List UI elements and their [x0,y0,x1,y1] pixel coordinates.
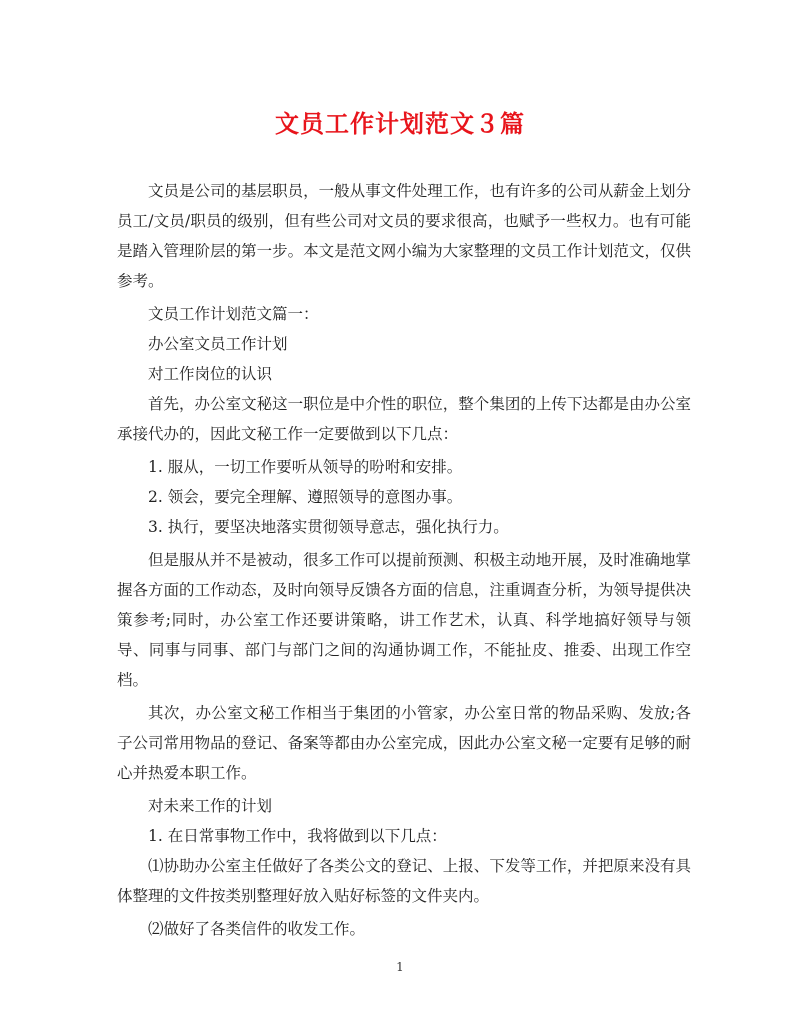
list-item-understand: 2. 领会，要完全理解、遵照领导的意图办事。 [148,488,463,506]
list-item-daily-work: 1. 在日常事物工作中，我将做到以下几点： [148,827,447,845]
document-title: 文员工作计划范文３篇 [275,109,525,138]
subheading-future-plan: 对未来工作的计划 [148,797,273,815]
paragraph-intro: 文员是公司的基层职员，一般从事文件处理工作，也有许多的公司从薪金上划分员工/文员/职员的级别，但有些公司对文员的要求很高，也赋予一些权力。也有可能是踏入管理阶层的第一步。本文是范文网小编为大家整理的文员工作计划范文，仅供参考。 [117,182,691,290]
paragraph-first: 首先，办公室文秘这一职位是中介性的职位，整个集团的上传下达都是由办公室承接代办的，因此文秘工作一定要做到以下几点： [117,395,691,443]
paragraph-proactive: 但是服从并不是被动，很多工作可以提前预测、积极主动地开展，及时准确地掌握各方面的工作动态，及时向领导反馈各方面的信息，注重调查分析，为领导提供决策参考;同时，办公室工作还要讲策略，讲工作艺术，认真、科学地搞好领导与领导、同事与同事、部门与部门之间的沟通协调工作，不能扯皮、推委、出现工作空档。 [117,551,691,689]
document-body [117,176,691,944]
list-item-obey: 1. 服从，一切工作要听从领导的吩咐和安排。 [148,458,463,476]
page-number: 1 [396,960,404,974]
paragraph-second: 其次，办公室文秘工作相当于集团的小管家，办公室日常的物品采购、发放;各子公司常用物品的登记、备案等都由办公室完成，因此办公室文秘一定要有足够的耐心并热爱本职工作。 [117,704,691,782]
section-heading-article-one: 文员工作计划范文篇一： [148,305,319,323]
subheading-job-understanding: 对工作岗位的认识 [148,365,273,383]
list-item-mail: ⑵做好了各类信件的收发工作。 [148,920,366,938]
list-item-documents: ⑴协助办公室主任做好了各类公文的登记、上报、下发等工作，并把原来没有具体整理的文件按类别整理好放入贴好标签的文件夹内。 [117,857,691,905]
list-item-execute: 3. 执行，要坚决地落实贯彻领导意志，强化执行力。 [148,518,509,536]
subheading-office-plan: 办公室文员工作计划 [148,335,288,353]
